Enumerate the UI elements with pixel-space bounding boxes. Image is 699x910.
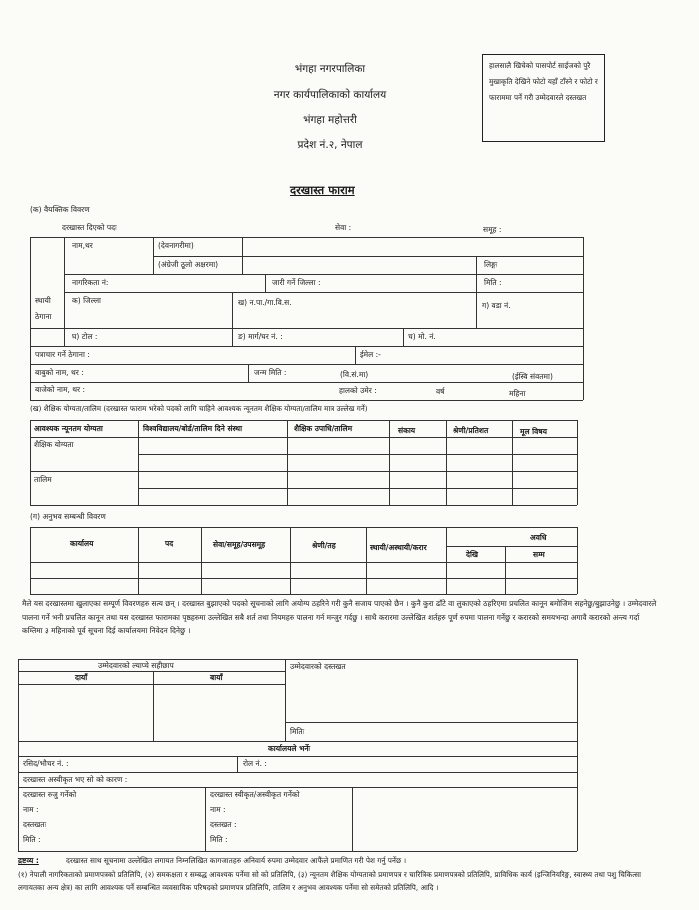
candidate-signature-label: उम्मेदवारको दस्तखत [290, 662, 346, 671]
note-line1: दरखास्त साथ सूचनामा उल्लेखित लगायत निम्नलिखित कागजातहरु अनिवार्य रुपमा उम्मेदवार आफैंले प्रमाणित गरी पेश गर्नु पर्नेछ । [66, 856, 407, 865]
street-label: ङ) मार्ग/घर नं. : [238, 332, 283, 341]
checked-signature-label: दस्तखतः [23, 820, 47, 829]
exp-col-duration: अवधि [530, 533, 547, 542]
note-label: द्रष्टव्य : [18, 856, 39, 865]
father-name-label: बाबुको नाम, थर : [35, 368, 84, 377]
approved-name-label: नाम : [210, 805, 226, 814]
citizenship-label: नागरिकता नं: [72, 278, 109, 287]
section-education-heading: (ख) शैक्षिक योग्यता/तालिम (दरखास्त फाराम भरेको पदको लागि चाहिने आवश्यक न्यूनतम शैक्षिक योग्यता/तालिम मात्र उल्लेख गर्ने) [30, 404, 368, 413]
edu-col-major: मूल विषय [520, 427, 547, 436]
months-label: महिना [509, 389, 526, 398]
english-label: (अंग्रेजी ठूलो अक्षरमा) [158, 260, 219, 269]
signature-date-label: मितिः [290, 727, 305, 736]
municipality-label: ख) न.पा./गा.वि.स. [238, 298, 292, 307]
current-age-label: हालको उमेर : [339, 386, 377, 395]
permanent-label: स्थायी [35, 296, 51, 305]
note-line2: (१) नेपाली नागरिकताको प्रमाणपत्रको प्रतिलिपि, (२) समकक्षता र सम्बद्ध आवश्यक पर्नेमा सो को प्रतिलिपि, (३) न्यूनतम शैक्षिक योग्यताको प्रमाणपत्र र चारित्रिक प्रमाणपत्रको प्रतिलिपि, प्राविधिक कार्य (इन्जिनियरिङ्ग, स्वास्थ्य तथा पशु चिकित्सा लगायतका अन्य क्षेत्र) का लागि आवश्यक पर्ने सम्बन्धित व्यवसायिक परिषदको प्रमाणपत्र प्रतिलिपि, तालिम र अनुभव आवश्यक पर्नेमा सो समेतको प्रतिलिपि, आदि । [18, 870, 642, 892]
gender-label: लिङ्गः [484, 260, 498, 269]
tole-label: घ) टोल : [72, 332, 98, 341]
email-label: ईमेल :- [360, 350, 381, 359]
edu-col-degree: शैक्षिक उपाधि/तालिम [294, 424, 353, 433]
group-label: समूह : [483, 225, 502, 234]
office-use-heading: कार्यालयले भर्नेः [268, 744, 311, 753]
section-personal-heading: (क) वैयक्तिक विवरण [30, 205, 90, 214]
thumbprint-label: उम्मेदवारको ल्याप्चे सहीछाप [98, 661, 174, 670]
thumb-left-label: बायाँ [210, 673, 223, 682]
post-applied-label: दरखास्त दिएको पदः [62, 223, 117, 232]
declaration-text: मैले यस दरखास्तमा खुलाएका सम्पूर्ण विवरणहरु सत्य छन् । दरखास्त बुझाएको पदको सूचनाको लागि अयोग्य ठहरिने गरी कुनै सजाय पाएको छैन । कुनै कुरा ढाँटे वा लुकाएको ठहरिएमा प्रचलित कानून बमोजिम सहनेछु/बुझाउनेछु । उम्मेदवारले पालना गर्ने भनी प्रचलित कानून तथा यस दरखास्त फारामका पृष्ठहरुमा उल्लेखित सबै शर्त तथा नियमहरु पालना गर्न मन्जुर गर्दछु । साथै करारमा उल्लेखित शर्तहरु पूर्ण रुपमा पालना गर्नेछु र करारको समयभन्दा अगावै करारको अन्त्य गर्दा कम्तिमा ३ महिनाको पूर्व सूचना दिई कार्यालयमा निवेदन दिनेछु । [22, 599, 657, 635]
header-office: नगर कार्यपालिकाको कार्यालय [273, 89, 387, 101]
exp-col-post: पद [165, 539, 174, 548]
header-district: भंगहा महोत्तरी [303, 114, 357, 126]
rejection-reason-label: दरखास्त अस्वीकृत भए सो को कारण : [23, 775, 128, 784]
ward-label: ग) वडा नं. [482, 301, 511, 310]
address-label: ठेगाना [35, 312, 52, 321]
correspondence-label: पत्राचार गर्ने ठेगाना : [35, 350, 90, 359]
mobile-label: च) मो. नं. [408, 332, 436, 341]
exp-col-type: स्थायी/अस्थायी/करार [370, 543, 427, 552]
edu-col-division: श्रेणी/प्रतिशत [453, 426, 489, 435]
years-label: वर्ष [436, 387, 445, 396]
header-municipality: भंगहा नगरपालिका [294, 63, 366, 75]
edu-col-faculty: संकाय [398, 426, 416, 435]
approved-by-label: दरखास्त स्वीकृत/अस्वीकृत गर्नेको [210, 790, 300, 799]
dob-bs-label: (वि.सं.मा) [340, 370, 369, 379]
citizenship-date-label: मिति : [484, 278, 502, 287]
district-label: क) जिल्ला [72, 296, 101, 305]
thumb-right-label: दायाँ [75, 673, 88, 682]
checked-date-label: मिति : [23, 835, 41, 844]
devanagari-label: (देवनागरीमा) [158, 241, 194, 250]
exp-duration-from: देखि [466, 550, 479, 559]
name-surname-label: नाम,थर [72, 241, 93, 250]
checked-name-label: नाम : [23, 805, 39, 814]
exp-col-level: श्रेणी/तह [312, 541, 336, 550]
header-province: प्रदेश नं.२, नेपाल [297, 139, 363, 151]
grandfather-name-label: बाजेको नाम, थर : [35, 385, 86, 394]
approved-date-label: मिति : [210, 835, 228, 844]
receipt-no-label: रसिद/भौचर नं. : [23, 759, 69, 768]
exp-duration-to: सम्म [533, 550, 545, 559]
photo-box[interactable]: हालसालै खिचेको पासपोर्ट साईजको पुरै मुखाकृति देखिने फोटो यहाँ टाँस्ने र फोटो र फाराममा पर्ने गरी उम्मेदवारले दस्तखत [482, 54, 605, 142]
issuing-district-label: जारी गर्ने जिल्ला : [272, 278, 321, 287]
edu-row-training: तालिम [34, 475, 52, 484]
dob-ad-label: (ईस्वि संवतमा) [512, 372, 553, 381]
edu-col-min-qualification: आवश्यक न्यूनतम योग्यता [34, 424, 103, 433]
exp-col-service: सेवा/समूह/उपसमूह [213, 540, 266, 549]
form-title: दरखास्त फाराम [290, 183, 355, 197]
edu-col-institution: विश्वविद्यालय/बोर्ड/तालिम दिने संस्था [143, 424, 243, 433]
exp-col-office: कार्यालय [70, 539, 94, 548]
edu-row-qualification: शैक्षिक योग्यता [34, 440, 74, 449]
approved-signature-label: दस्तखत : [210, 820, 237, 829]
section-experience-heading: (ग) अनुभव सम्बन्धी विवरण [30, 512, 106, 521]
roll-no-label: रोल नं. : [243, 759, 267, 768]
service-label: सेवा : [335, 223, 352, 232]
checked-by-label: दरखास्त रुजु गर्नेको [23, 790, 77, 799]
dob-label: जन्म मिति : [254, 368, 287, 377]
